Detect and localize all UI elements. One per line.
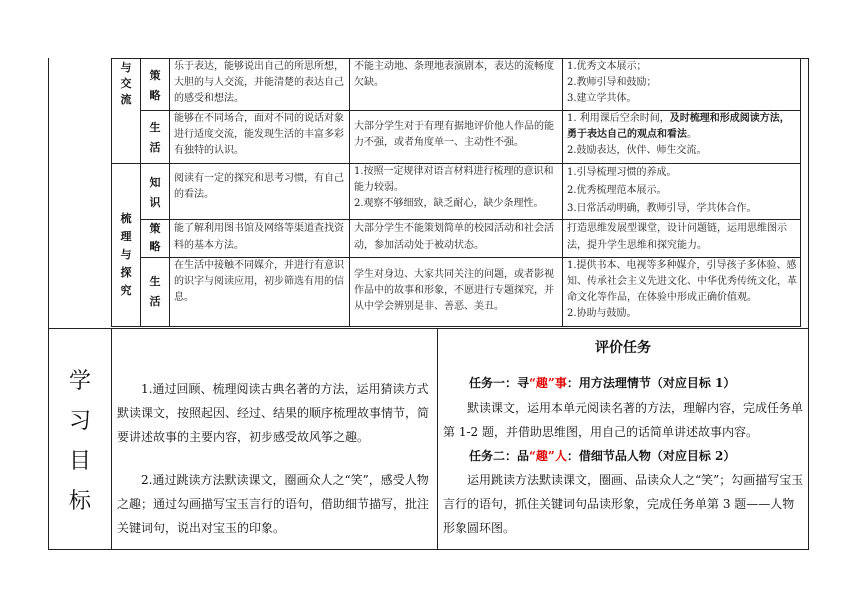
standard-cell: 阅读有一定的探究和思考习惯，有自己的看法。 — [174, 173, 344, 200]
label-char: 学 — [68, 369, 91, 394]
eval-title: 评价任务 — [595, 340, 651, 356]
standard-cell: 能了解利用图书馆及网络等渠道查找资料的基本方法。 — [174, 223, 344, 251]
group-char: 理 — [120, 230, 132, 243]
category-char: 生 — [149, 121, 161, 134]
strategy-text: 1. 利用课后空余时间， — [567, 113, 670, 124]
category-char: 知 — [149, 176, 161, 189]
category-char: 略 — [149, 89, 161, 102]
task-2-keyword: “趣”人 — [529, 449, 567, 463]
row-category — [141, 272, 169, 312]
category-char: 活 — [149, 141, 161, 154]
strategy-line: 2.教师引导和鼓励； — [567, 77, 657, 88]
strategy-line: 1.优秀文本展示； — [567, 61, 647, 72]
task-2-suffix: ：借细节品人物（对应目标 2） — [566, 449, 736, 463]
standard-cell: 能够在不同场合，面对不同的说话对象进行适度交流，能发现生活的丰富多彩有独特的认识。 — [174, 113, 344, 156]
group-char: 交 — [120, 77, 132, 90]
row-category — [141, 66, 169, 106]
label-char: 标 — [68, 489, 91, 514]
strategy-emphasis: 及时梳理和形成阅读方法，勇于表达自己的观点和看法 — [567, 113, 790, 140]
strategy-line: 2.协助与鼓励。 — [567, 308, 637, 319]
strategy-cell — [567, 258, 799, 322]
category-char: 识 — [149, 196, 161, 209]
problem-cell: 大部分学生对于有理有据地评价他人作品的能力不强，或者角度单一、主动性不强。 — [354, 121, 554, 148]
category-char: 策 — [149, 222, 161, 235]
strategy-line: 1.提供书本、电视等多种媒介，引导孩子多体验、感知、传承社会主义先进文化、中华优秀传统文化，革命文化等作品，在体验中形成正确价值观。 — [567, 260, 797, 303]
row-category — [141, 118, 169, 158]
category-char: 生 — [149, 275, 161, 288]
strategy-cell: 打造思维发展型课堂，设计问题链，运用思维图示法，提升学生思维和探究能力。 — [567, 223, 787, 251]
label-char: 习 — [68, 409, 91, 434]
goal-1: 1.通过回顾、梳理阅读古典名著的方法，运用猜读方式默读课文，按照起因、经过、结果的顺序梳理故事情节，简要讲述故事的主要内容，初步感受故风筝之趣。 — [117, 382, 430, 444]
row-category — [141, 173, 169, 213]
label-char: 目 — [68, 449, 91, 474]
strategy-line: 1.引导梳理习惯的养成。 — [567, 167, 677, 178]
group-char: 与 — [120, 248, 132, 261]
problem-cell: 大部分学生不能策划简单的校园活动和社会活动，参加活动处于被动状态。 — [354, 223, 554, 251]
group-label-exploration — [112, 210, 140, 300]
group-char: 探 — [120, 266, 132, 279]
category-char: 活 — [149, 295, 161, 308]
problem-cell: 学生对身边、大家共同关注的问题，或者影视作品中的故事和形象，不愿进行专题探究，并从中学会辨别是非、善恶、美丑。 — [354, 269, 554, 312]
standard-cell: 在生活中接触不同媒介，并进行有意识的识字与阅读应用，初步筛选有用的信息。 — [174, 260, 344, 303]
group-label-communication — [112, 60, 140, 108]
problem-cell: 不能主动地、条理地表演剧本，表达的流畅度欠缺。 — [354, 61, 554, 88]
strategy-line: 2.鼓励表达，伙伴、师生交流。 — [567, 145, 707, 156]
task-1-suffix: ：用方法理情节（对应目标 1） — [566, 376, 736, 390]
problem-cell — [354, 164, 558, 212]
standard-cell: 乐于表达，能够说出自己的所思所想，大胆的与人交流，并能清楚的表达自己的感受和想法。 — [174, 61, 344, 104]
strategy-line: 3.日常活动明确，教师引导，学共体合作。 — [567, 203, 757, 214]
category-char: 策 — [149, 69, 161, 82]
group-char: 梳 — [120, 212, 132, 225]
task-1-keyword: “趣”事 — [529, 376, 567, 390]
strategy-text: 。 — [687, 129, 697, 140]
task-2-heading — [469, 447, 805, 465]
task-2-prefix: 任务二：品 — [469, 449, 530, 463]
problem-line: 2.观察不够细致，缺乏耐心，缺少条理性。 — [354, 198, 544, 209]
group-char: 与 — [120, 61, 132, 74]
task-1-body: 默读课文，运用本单元阅读名著的方法，理解内容，完成任务单第 1-2 题，并借助思维图，用自己的话简单讲述故事内容。 — [443, 401, 804, 439]
row-category — [141, 220, 169, 256]
strategy-cell — [567, 111, 799, 159]
task-1-heading — [469, 374, 805, 392]
strategy-line: 2.优秀梳理范本展示。 — [567, 185, 667, 196]
task-1-prefix: 任务一：寻 — [469, 376, 530, 390]
strategy-cell — [567, 59, 797, 107]
group-char: 究 — [120, 284, 132, 297]
task-2-body: 运用跳读方法默读课文，圈画、品读众人之“笑”；勾画描写宝玉言行的语句，抓住关键词句品读形象，完成任务单第 3 题——人物形象圆环图。 — [443, 473, 804, 535]
goal-2: 2.通过跳读方法默读课文，圈画众人之“笑”，感受人物之趣；通过勾画描写宝玉言行的语句，借助细节描写，批注关键词句，说出对宝玉的印象。 — [117, 473, 430, 535]
category-char: 略 — [149, 240, 161, 253]
problem-line: 1.按照一定规律对语言材料进行梳理的意识和能力较弱。 — [354, 166, 554, 193]
strategy-line: 3.建立学共体。 — [567, 93, 637, 104]
strategy-cell — [567, 164, 797, 218]
group-char: 流 — [120, 93, 132, 106]
learning-goals-label — [49, 362, 111, 522]
